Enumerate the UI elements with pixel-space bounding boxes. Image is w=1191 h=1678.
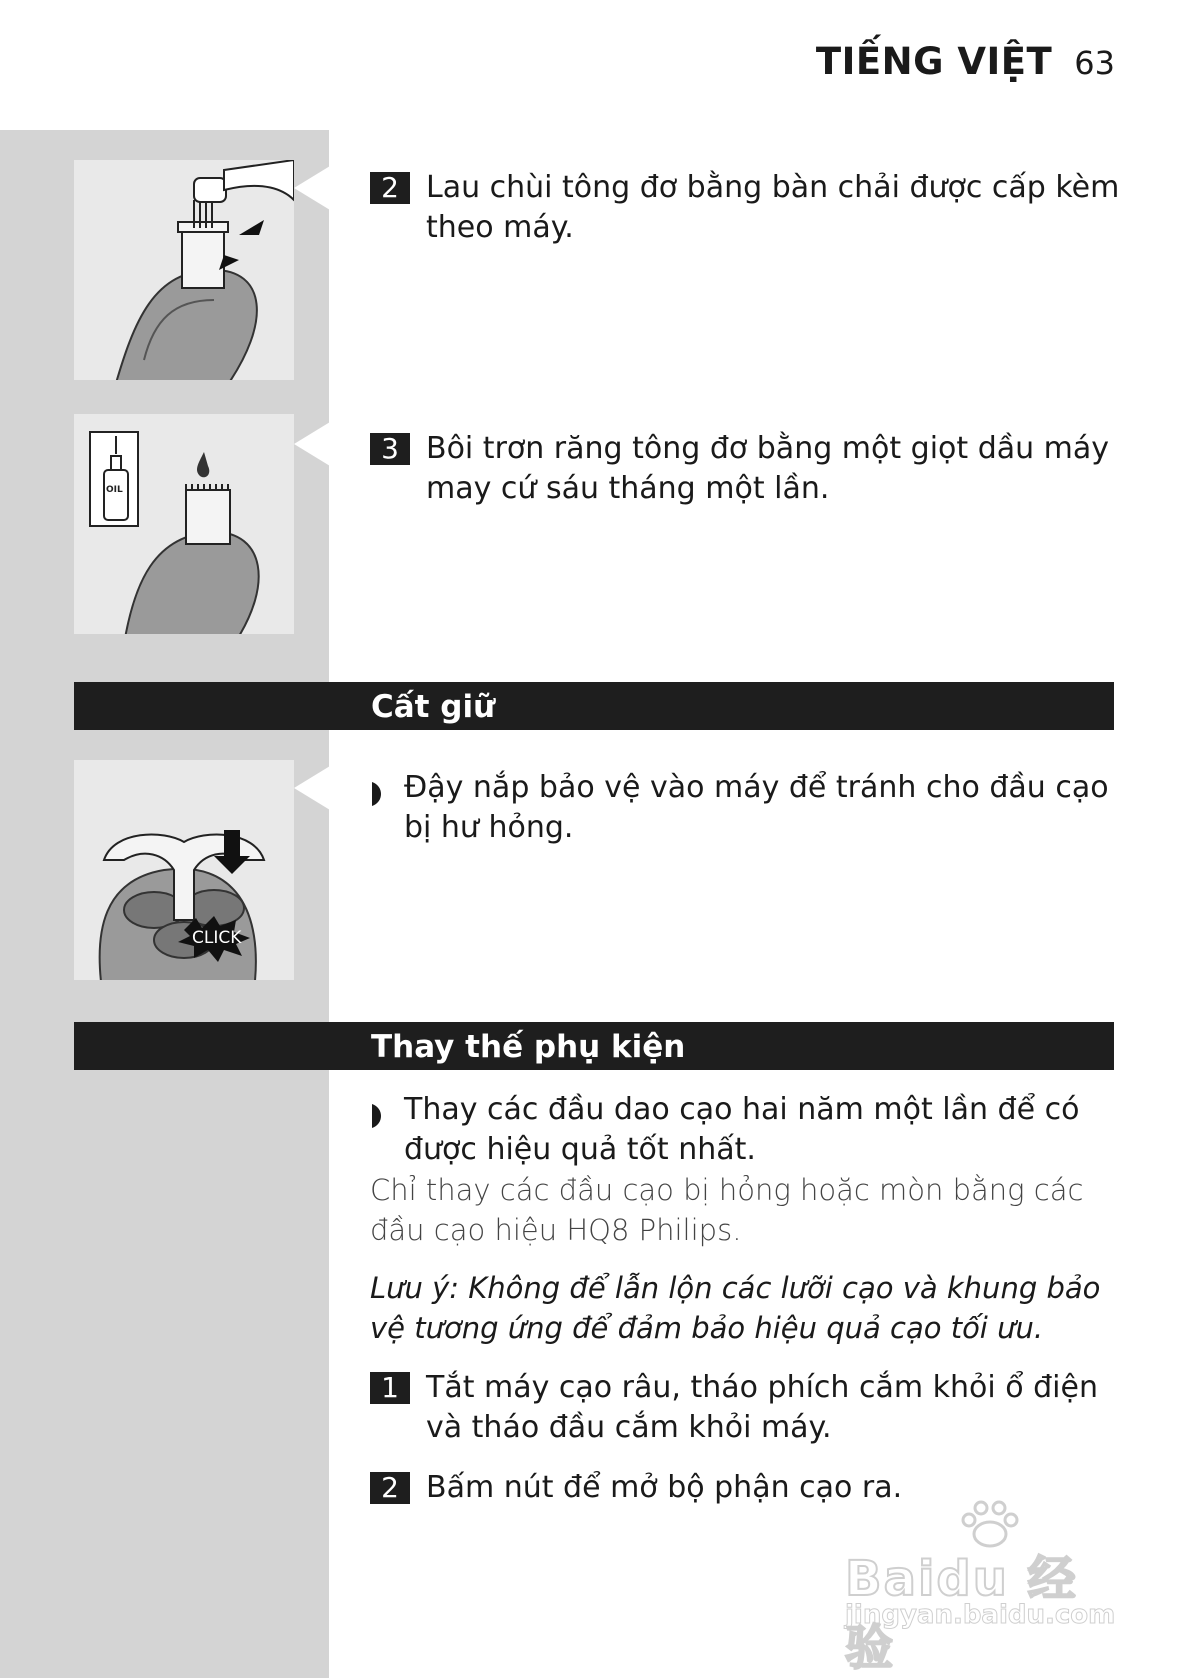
bullet-arrow-icon (370, 777, 394, 817)
cleaning-steps (370, 168, 1130, 248)
figure-pointer (294, 766, 330, 810)
bullet-arrow-icon (370, 1099, 394, 1139)
step-number: 1 (370, 1372, 410, 1404)
click-label: CLICK (192, 928, 242, 948)
step-item (370, 168, 1130, 248)
step-item (370, 1368, 1130, 1448)
section-title: Cất giữ (371, 689, 496, 725)
section-header-replacement (74, 1022, 1114, 1070)
step-number: 2 (370, 1472, 410, 1504)
step-number: 3 (370, 433, 410, 465)
oil-lubrication-illustration (74, 414, 294, 634)
replacement-note: Lưu ý: Không để lẫn lộn các lưỡi cạo và khung bảo vệ tương ứng để đảm bảo hiệu quả cạo tối ưu. (370, 1271, 1101, 1345)
step-text: Lau chùi tông đơ bằng bàn chải được cấp kèm theo máy. (426, 170, 1120, 245)
replacement-instruction: Chỉ thay các đầu cạo bị hỏng hoặc mòn bằng các đầu cạo hiệu HQ8 Philips. (370, 1173, 1084, 1247)
bullet-text: Đậy nắp bảo vệ vào máy để tránh cho đầu cạo bị hư hỏng. (404, 770, 1109, 845)
figure-pointer (294, 422, 330, 466)
bullet-text: Thay các đầu dao cạo hai năm một lần để có được hiệu quả tốt nhất. (404, 1092, 1080, 1167)
step-text: Tắt máy cạo râu, tháo phích cắm khỏi ổ điện và tháo đầu cắm khỏi máy. (426, 1370, 1098, 1445)
step-text: Bấm nút để mở bộ phận cạo ra. (426, 1470, 903, 1505)
language-title: TIẾNG VIỆT (815, 40, 1053, 83)
watermark-url: jingyan.baidu.com (845, 1600, 1116, 1630)
bullet-item (370, 1090, 1130, 1170)
page-header (816, 40, 1115, 90)
oil-label: OIL (106, 485, 123, 495)
baidu-watermark (845, 1500, 1125, 1676)
watermark-brand: Baidu 经验 (845, 1551, 1078, 1676)
protection-cap-illustration (74, 760, 294, 980)
page-number: 63 (1074, 44, 1115, 82)
bullet-item (370, 768, 1130, 848)
storage-content (370, 768, 1130, 848)
section-header-storage (74, 682, 1114, 730)
figure-pointer (294, 166, 330, 210)
replacement-content (370, 1090, 1130, 1508)
step-number: 2 (370, 172, 410, 204)
brush-cleaning-illustration (74, 160, 294, 380)
step-item (370, 429, 1130, 509)
cleaning-steps (370, 429, 1130, 509)
section-title: Thay thế phụ kiện (371, 1029, 686, 1065)
step-text: Bôi trơn răng tông đơ bằng một giọt dầu máy may cứ sáu tháng một lần. (426, 431, 1110, 506)
